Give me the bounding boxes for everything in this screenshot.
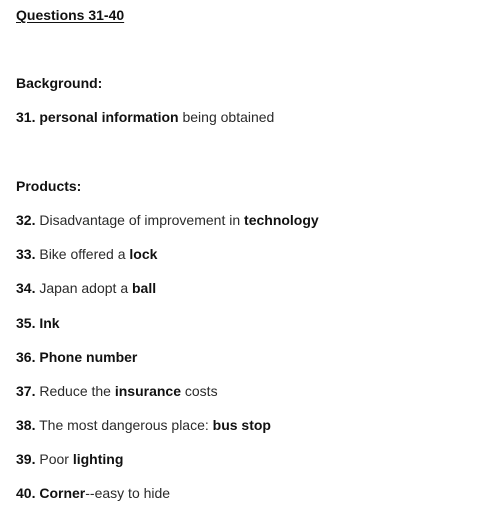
question-36: [16, 348, 137, 366]
question-number: 36.: [16, 349, 36, 365]
question-number: 33.: [16, 246, 36, 262]
answer-keyword: Corner: [39, 485, 86, 501]
background-heading: Background:: [16, 75, 103, 91]
question-38: [16, 416, 271, 434]
answer-keyword: Ink: [39, 315, 60, 331]
question-number: 40.: [16, 485, 36, 501]
question-text: being obtained: [178, 109, 275, 125]
question-number: 34.: [16, 280, 36, 296]
question-37: [16, 382, 218, 400]
answer-keyword: technology: [244, 212, 319, 228]
question-34: [16, 279, 156, 297]
answer-keyword: lock: [129, 246, 158, 262]
answer-keyword: ball: [132, 280, 157, 296]
question-31: [16, 108, 274, 126]
question-text: Japan adopt a: [35, 280, 132, 296]
question-number: 37.: [16, 383, 36, 399]
answer-keyword: bus stop: [212, 417, 271, 433]
question-number: 35.: [16, 315, 36, 331]
question-number: 39.: [16, 451, 36, 467]
question-35: [16, 314, 60, 332]
answer-keyword: lighting: [72, 451, 124, 467]
answer-keyword: personal information: [39, 109, 179, 125]
products-heading: Products:: [16, 178, 82, 194]
answer-keyword: Phone number: [39, 349, 138, 365]
question-number: 31.: [16, 109, 36, 125]
answer-keyword: insurance: [114, 383, 181, 399]
question-number: 38.: [16, 417, 36, 433]
page-title: Questions 31-40: [16, 7, 125, 23]
question-text: Poor: [35, 451, 73, 467]
question-text: The most dangerous place:: [35, 417, 213, 433]
question-text: Disadvantage of improvement in: [35, 212, 245, 228]
question-text: Reduce the: [35, 383, 115, 399]
question-text-suffix: costs: [181, 383, 218, 399]
question-text-suffix: --easy to hide: [85, 485, 171, 501]
question-33: [16, 245, 157, 263]
question-39: [16, 450, 123, 468]
question-40: [16, 484, 170, 502]
question-number: 32.: [16, 212, 36, 228]
question-32: [16, 211, 319, 229]
question-text: Bike offered a: [35, 246, 130, 262]
